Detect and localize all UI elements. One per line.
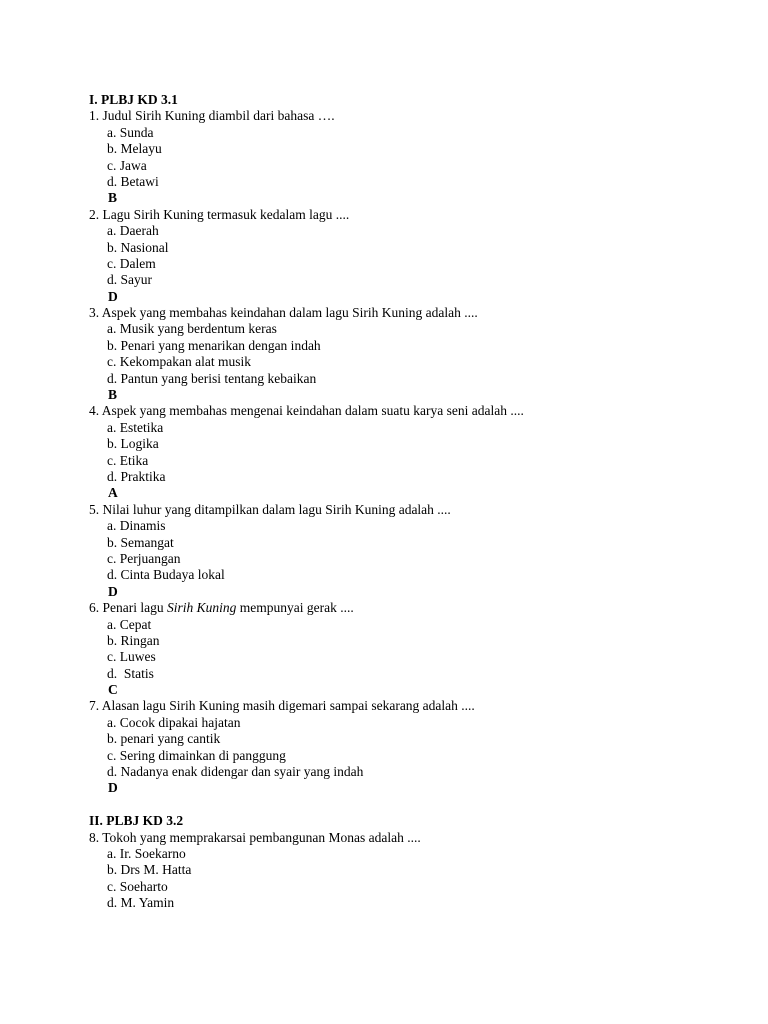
question-text: 3. Aspek yang membahas keindahan dalam lagu Sirih Kuning adalah ....	[89, 305, 478, 321]
option-a: a. Cocok dipakai hajatan	[107, 714, 241, 730]
option-d: d. Nadanya enak didengar dan syair yang indah	[107, 764, 364, 780]
option-list	[89, 846, 729, 912]
option-c: c. Jawa	[107, 157, 147, 173]
option-a: a. Sunda	[107, 124, 154, 140]
option-list	[89, 715, 729, 781]
option-a: a. Cepat	[107, 616, 152, 632]
answer-key: D	[108, 780, 118, 796]
option-d: d. Betawi	[107, 173, 159, 189]
question-1	[89, 108, 729, 206]
option-b: b. Ringan	[107, 632, 160, 648]
option-c: c. Soeharto	[107, 878, 168, 894]
question-4	[89, 403, 729, 501]
option-list	[89, 617, 729, 683]
option-b: b. Melayu	[107, 141, 162, 157]
option-list	[89, 125, 729, 191]
option-d: d. Pantun yang berisi tentang kebaikan	[107, 370, 317, 386]
option-c: c. Etika	[107, 452, 149, 468]
answer-key: C	[108, 682, 118, 698]
question-text: 1. Judul Sirih Kuning diambil dari bahasa ….	[89, 108, 335, 124]
option-d: d. Sayur	[107, 272, 152, 288]
document-content	[89, 92, 729, 912]
option-b: b. Nasional	[107, 239, 169, 255]
option-c: c. Kekompakan alat musik	[107, 354, 251, 370]
question-text: 2. Lagu Sirih Kuning termasuk kedalam lagu ....	[89, 206, 350, 222]
option-list	[89, 518, 729, 584]
option-d: d. Cinta Budaya lokal	[107, 567, 225, 583]
option-d: d. M. Yamin	[107, 895, 175, 911]
question-text: 5. Nilai luhur yang ditampilkan dalam lagu Sirih Kuning adalah ....	[89, 501, 451, 517]
option-b: b. Penari yang menarikan dengan indah	[107, 337, 321, 353]
section-title-2: II. PLBJ KD 3.2	[89, 813, 184, 829]
question-8	[89, 830, 729, 912]
question-text-start: 6. Penari lagu	[89, 600, 167, 616]
option-a: a. Daerah	[107, 223, 159, 239]
option-b: b. Logika	[107, 436, 159, 452]
answer-key: D	[108, 288, 118, 304]
option-c: c. Perjuangan	[107, 550, 181, 566]
option-d: d. Statis	[107, 665, 154, 681]
question-5	[89, 502, 729, 600]
answer-key: B	[108, 387, 118, 403]
question-text-end: mempunyai gerak ....	[236, 600, 354, 616]
option-c: c. Dalem	[107, 255, 156, 271]
option-list	[89, 321, 729, 387]
option-a: a. Dinamis	[107, 518, 166, 534]
question-2	[89, 207, 729, 305]
question-text	[89, 600, 729, 616]
question-text: 7. Alasan lagu Sirih Kuning masih digemari sampai sekarang adalah ....	[89, 698, 475, 714]
option-d: d. Praktika	[107, 468, 166, 484]
option-b: b. penari yang cantik	[107, 731, 221, 747]
option-b: b. Semangat	[107, 534, 174, 550]
answer-key: A	[108, 485, 118, 501]
answer-key: D	[108, 583, 118, 599]
question-text: 4. Aspek yang membahas mengenai keindahan dalam suatu karya seni adalah ....	[89, 403, 524, 419]
option-list	[89, 223, 729, 289]
option-c: c. Luwes	[107, 649, 156, 665]
question-6	[89, 600, 729, 698]
option-a: a. Musik yang berdentum keras	[107, 321, 277, 337]
option-a: a. Estetika	[107, 419, 164, 435]
question-3	[89, 305, 729, 403]
song-title-italic: Sirih Kuning	[166, 600, 237, 616]
option-a: a. Ir. Soekarno	[107, 845, 186, 861]
section-title-1: I. PLBJ KD 3.1	[89, 92, 178, 107]
question-7	[89, 698, 729, 796]
option-b: b. Drs M. Hatta	[107, 862, 192, 878]
question-text: 8. Tokoh yang memprakarsai pembangunan Monas adalah ....	[89, 829, 421, 845]
option-list	[89, 420, 729, 486]
answer-key: B	[108, 190, 118, 206]
option-c: c. Sering dimainkan di panggung	[107, 747, 286, 763]
